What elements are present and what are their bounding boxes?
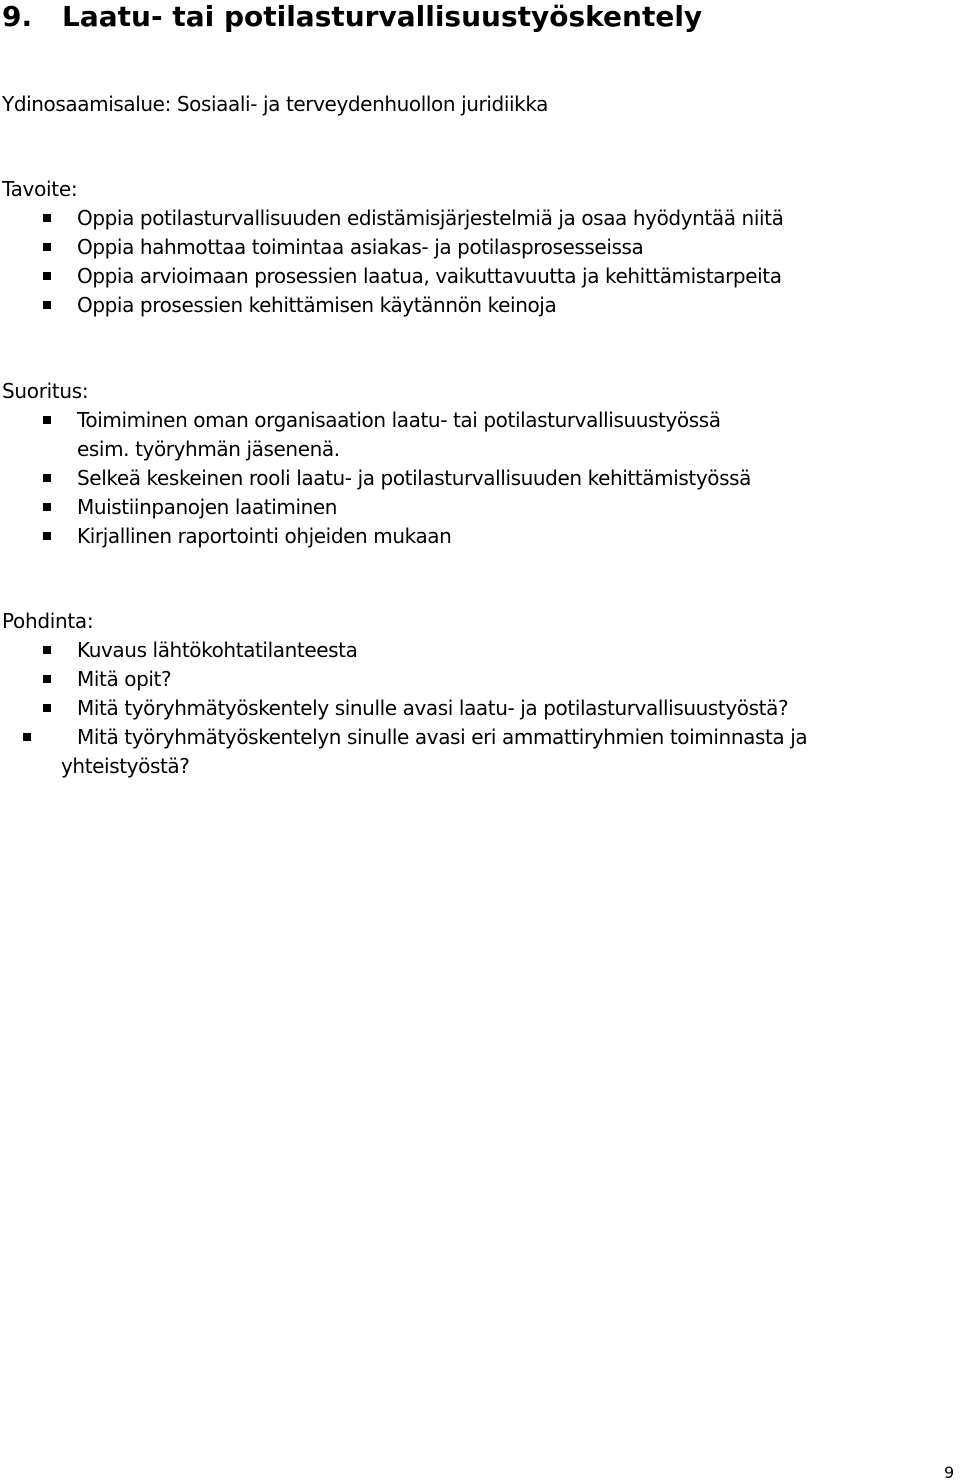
tavoite-label: Tavoite:	[2, 177, 78, 201]
bullet-square-icon	[43, 646, 51, 654]
list-item	[2, 464, 952, 493]
list-item	[2, 665, 952, 694]
bullet-square-icon	[43, 272, 51, 280]
section-heading	[2, 0, 702, 34]
list-item	[2, 204, 952, 233]
list-item-text: Kuvaus lähtökohtatilanteesta	[77, 638, 358, 662]
list-item	[2, 406, 952, 464]
bullet-square-icon	[23, 733, 31, 741]
suoritus-list	[2, 406, 952, 551]
core-competence-area: Ydinosaamisalue: Sosiaali- ja terveydenhuollon juridiikka	[2, 92, 549, 116]
pohdinta-list	[2, 636, 952, 781]
list-item-text: Toimiminen oman organisaation laatu- tai potilasturvallisuustyössä	[77, 408, 721, 432]
list-item	[2, 522, 952, 551]
bullet-square-icon	[43, 675, 51, 683]
list-item-text: Mitä opit?	[77, 667, 172, 691]
bullet-square-icon	[43, 301, 51, 309]
bullet-square-icon	[43, 474, 51, 482]
list-item	[2, 694, 952, 723]
suoritus-label: Suoritus:	[2, 379, 89, 403]
list-item-text: Oppia hahmottaa toimintaa asiakas- ja potilasprosesseissa	[77, 235, 644, 259]
bullet-square-icon	[43, 532, 51, 540]
list-item	[2, 636, 952, 665]
list-item-text: Oppia potilasturvallisuuden edistämisjärjestelmiä ja osaa hyödyntää niitä	[77, 206, 784, 230]
bullet-square-icon	[43, 416, 51, 424]
list-item-text-continuation: yhteistyöstä?	[61, 754, 190, 778]
page-number: 9	[944, 1463, 955, 1482]
pohdinta-label: Pohdinta:	[2, 609, 94, 633]
section-number: 9.	[2, 0, 33, 33]
list-item-text: Oppia prosessien kehittämisen käytännön keinoja	[77, 293, 557, 317]
list-item-text: Mitä työryhmätyöskentely sinulle avasi laatu- ja potilasturvallisuustyöstä?	[77, 696, 789, 720]
list-item	[2, 262, 952, 291]
tavoite-section	[2, 175, 952, 320]
list-item	[2, 291, 952, 320]
list-item	[2, 233, 952, 262]
bullet-square-icon	[43, 214, 51, 222]
pohdinta-section	[2, 607, 952, 781]
list-item-text: Selkeä keskeinen rooli laatu- ja potilasturvallisuuden kehittämistyössä	[77, 466, 752, 490]
bullet-square-icon	[43, 704, 51, 712]
section-title: Laatu- tai potilasturvallisuustyöskentely	[62, 0, 703, 33]
bullet-square-icon	[43, 243, 51, 251]
suoritus-section	[2, 377, 952, 551]
list-item-text: Mitä työryhmätyöskentelyn sinulle avasi eri ammattiryhmien toiminnasta ja	[77, 725, 808, 749]
tavoite-list	[2, 204, 952, 320]
list-item	[2, 493, 952, 522]
list-item-text-continuation: esim. työryhmän jäsenenä.	[77, 437, 340, 461]
list-item-text: Kirjallinen raportointi ohjeiden mukaan	[77, 524, 452, 548]
list-item	[2, 723, 952, 781]
bullet-square-icon	[43, 503, 51, 511]
list-item-text: Oppia arvioimaan prosessien laatua, vaikuttavuutta ja kehittämistarpeita	[77, 264, 782, 288]
list-item-text: Muistiinpanojen laatiminen	[77, 495, 338, 519]
